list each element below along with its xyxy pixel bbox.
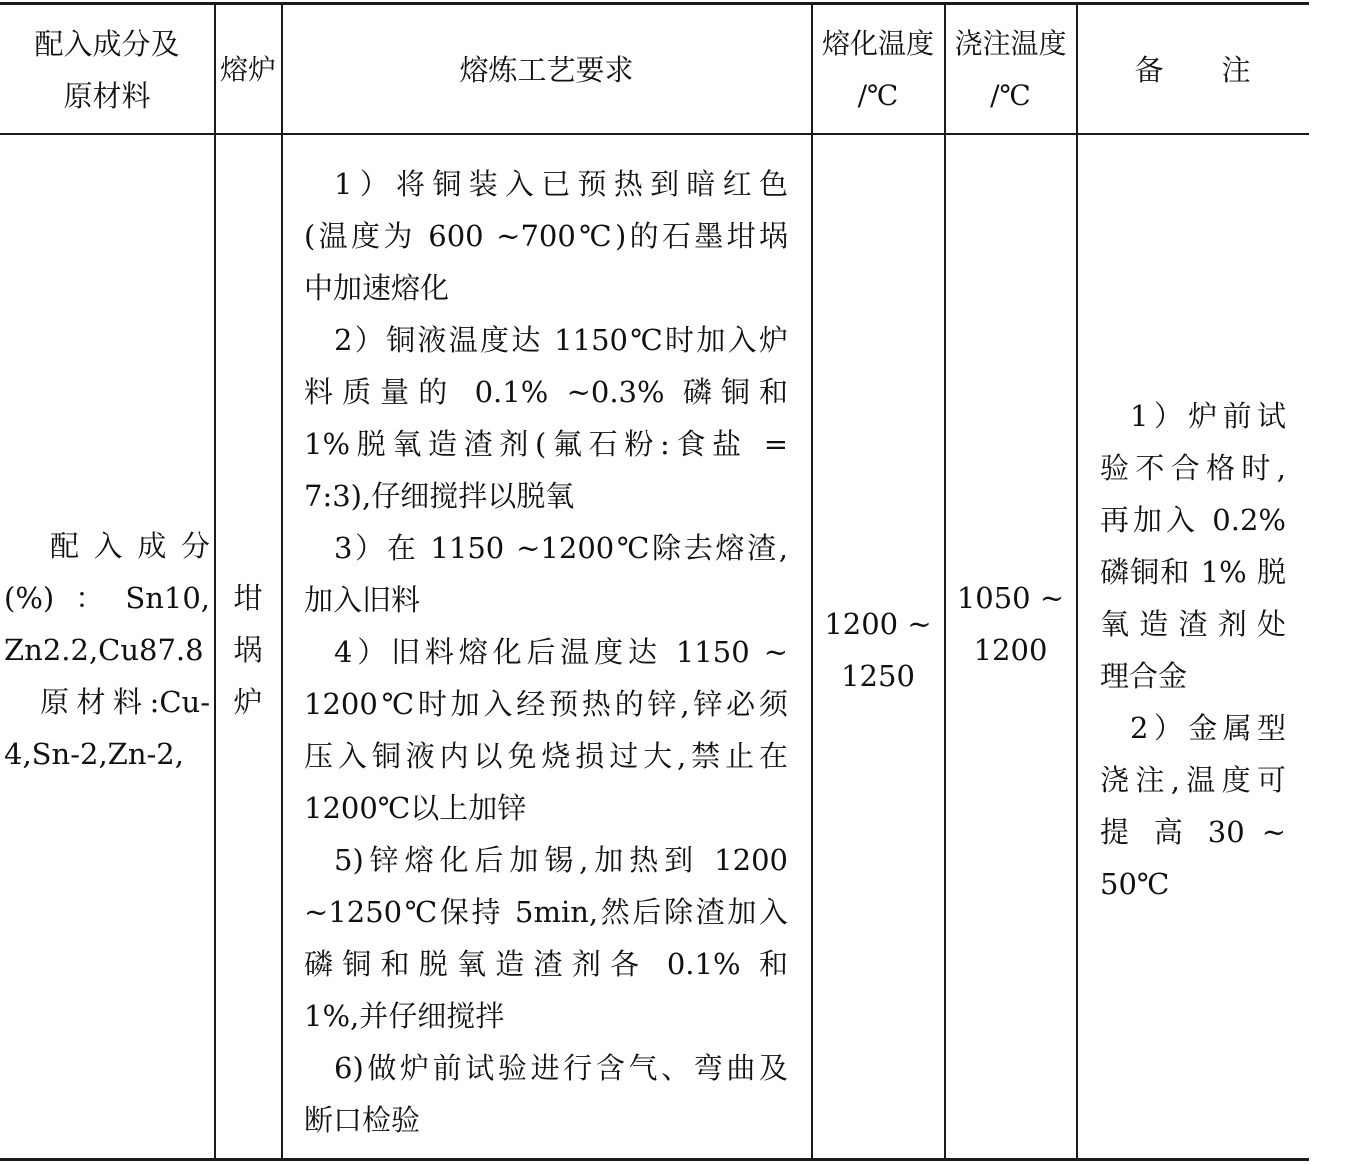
remarks-line: 再加入 0.2% bbox=[1100, 503, 1286, 537]
process-line: 压入铜液内以免烧损过大,禁止在 bbox=[304, 739, 788, 773]
remarks-line: 浇注,温度可 bbox=[1100, 763, 1286, 797]
table-top-rule bbox=[0, 2, 1309, 5]
remarks-line: 磷铜和 1% 脱 bbox=[1100, 555, 1286, 589]
process-line: 断口检验 bbox=[304, 1103, 421, 1137]
process-line: 7:3),仔细搅拌以脱氧 bbox=[304, 479, 575, 513]
composition-line: Zn2.2,Cu87.8 bbox=[4, 633, 204, 667]
table-header-rule bbox=[0, 133, 1309, 135]
header-furnace: 熔炉 bbox=[219, 53, 276, 86]
remarks-line: 验不合格时, bbox=[1100, 451, 1286, 485]
process-line: 4）旧料熔化后温度达 1150 ~ bbox=[334, 635, 788, 669]
melt-temp-cell: 1200 ~ 1250 bbox=[824, 607, 932, 693]
composition-cell bbox=[4, 520, 210, 780]
table-bottom-rule bbox=[0, 1158, 1309, 1161]
composition-line: 配 入 成 分 bbox=[50, 529, 210, 563]
composition-line: 原材料:Cu- bbox=[40, 685, 210, 719]
column-divider bbox=[811, 4, 813, 1159]
process-cell bbox=[304, 158, 788, 1146]
process-line: 加入旧料 bbox=[304, 583, 421, 617]
process-line: 3）在 1150 ~1200℃除去熔渣, bbox=[334, 531, 788, 565]
process-line: 1%脱氧造渣剂(氟石粉:食盐 = bbox=[304, 427, 788, 461]
remarks-line: 提 高 30 ~ bbox=[1100, 815, 1286, 849]
process-line: 1）将铜装入已预热到暗红色 bbox=[334, 167, 788, 201]
remarks-line: 氧造渣剂处 bbox=[1100, 607, 1286, 641]
header-pour-temp: 浇注温度 /℃ bbox=[954, 27, 1067, 112]
remarks-line: 1）炉前试 bbox=[1130, 399, 1286, 433]
composition-line: 4,Sn-2,Zn-2, bbox=[4, 737, 184, 771]
furnace-cell: 坩 埚 炉 bbox=[233, 581, 263, 719]
remarks-line: 2）金属型 bbox=[1130, 711, 1286, 745]
process-line: 2）铜液温度达 1150℃时加入炉 bbox=[334, 323, 788, 357]
process-line: 5)锌熔化后加锡,加热到 1200 bbox=[334, 843, 788, 877]
process-line: 料质量的 0.1% ~0.3% 磷铜和 bbox=[304, 375, 788, 409]
process-line: 中加速熔化 bbox=[304, 271, 450, 305]
remarks-line: 50℃ bbox=[1100, 867, 1170, 901]
process-line: (温度为 600 ~700℃)的石墨坩埚 bbox=[304, 219, 788, 253]
process-line: 1200℃以上加锌 bbox=[304, 791, 527, 825]
header-composition: 配入成分及 原材料 bbox=[34, 27, 180, 113]
process-line: 磷铜和脱氧造渣剂各 0.1% 和 bbox=[304, 947, 788, 981]
header-melt-temp: 熔化温度 /℃ bbox=[821, 27, 934, 112]
remarks-cell bbox=[1100, 390, 1286, 910]
remarks-line: 理合金 bbox=[1100, 659, 1188, 693]
header-process: 熔炼工艺要求 bbox=[459, 53, 634, 87]
process-line: ~1250℃保持 5min,然后除渣加入 bbox=[304, 895, 788, 929]
process-line: 1200℃时加入经预热的锌,锌必须 bbox=[304, 687, 788, 721]
pour-temp-cell: 1050 ~ 1200 bbox=[956, 581, 1065, 667]
process-line: 1%,并仔细搅拌 bbox=[304, 999, 505, 1033]
process-line: 6)做炉前试验进行含气、弯曲及 bbox=[334, 1051, 788, 1085]
composition-line: (%)：Sn10, bbox=[4, 581, 210, 615]
header-remarks: 备 注 bbox=[1134, 53, 1251, 87]
